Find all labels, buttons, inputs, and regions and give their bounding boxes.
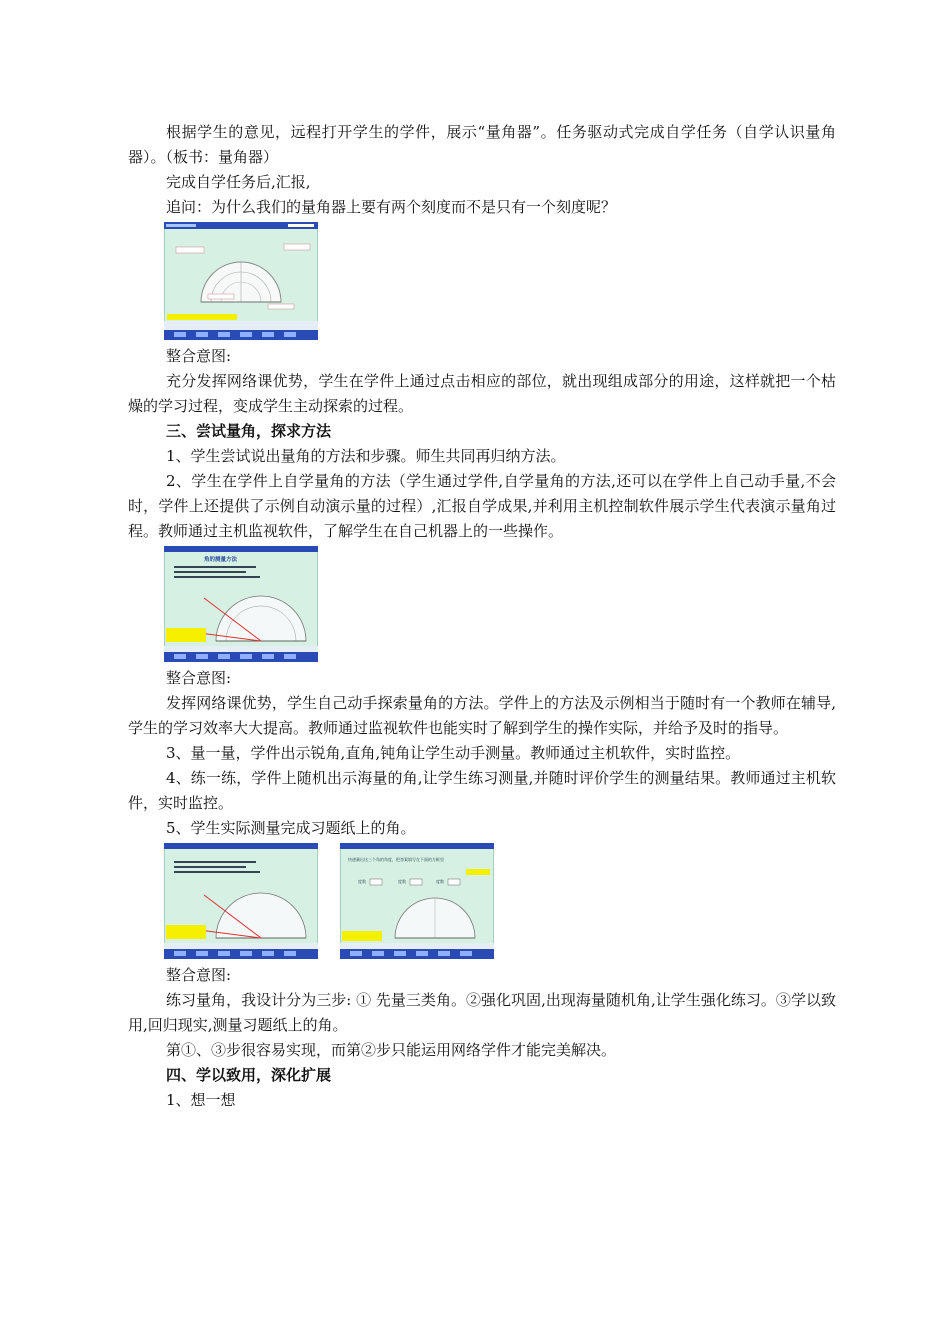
paragraph: 1、想一想 bbox=[166, 1091, 236, 1109]
paragraph: 练习量角，我设计分为三步: ① 先量三类角。②强化巩固,出现海量随机角,让学生强化练习。③学以致用,回归现实,测量习题纸上的角。 bbox=[128, 991, 836, 1034]
degree-label: 度数 bbox=[398, 879, 406, 884]
paragraph: 3、量一量，学件出示锐角,直角,钝角让学生动手测量。教师通过主机软件，实时监控。 bbox=[166, 744, 741, 762]
degree-label: 度数 bbox=[436, 879, 444, 884]
screen-prompt: 快速量出这三个角的角度，把答案填写在下面的方框里 bbox=[348, 857, 444, 862]
courseware-screenshot-pair bbox=[164, 843, 836, 959]
screen-title: 角的测量方法 bbox=[204, 557, 238, 563]
paragraph: 根据学生的意见，远程打开学生的学件，展示“量角器”。任务驱动式完成自学任务（自学认识量角器）。（板书：量角器） bbox=[128, 123, 836, 166]
paragraph: 2、学生在学件上自学量角的方法（学生通过学件,自学量角的方法,还可以在学件上自己动手量,不会时，学件上还提供了示例自动演示量的过程）,汇报自学成果,并利用主机控制软件展示学生代表演示量角过程。教师通过主机监视软件，了解学生在自己机器上的一些操作。 bbox=[128, 472, 836, 540]
section-heading: 四、学以致用，深化扩展 bbox=[166, 1066, 332, 1084]
paragraph: 整合意图: bbox=[166, 347, 232, 365]
paragraph: 第①、③步很容易实现，而第②步只能运用网络学件才能完美解决。 bbox=[166, 1041, 617, 1059]
section-heading: 三、尝试量角，探求方法 bbox=[166, 422, 332, 440]
paragraph: 4、练一练，学件上随机出示海量的角,让学生练习测量,并随时评价学生的测量结果。教师通过主机软件，实时监控。 bbox=[128, 769, 836, 812]
paragraph: 发挥网络课优势，学生自己动手探索量角的方法。学件上的方法及示例相当于随时有一个教师在辅导,学生的学习效率大大提高。教师通过监视软件也能实时了解到学生的操作实际，并给予及时的指导。 bbox=[128, 694, 836, 737]
courseware-screenshot-practice bbox=[340, 843, 494, 959]
paragraph: 整合意图: bbox=[166, 966, 232, 984]
document-body bbox=[128, 120, 836, 1113]
courseware-screenshot-protractor bbox=[164, 222, 836, 340]
paragraph: 1、学生尝试说出量角的方法和步骤。师生共同再归纳方法。 bbox=[166, 447, 566, 465]
paragraph: 充分发挥网络课优势，学生在学件上通过点击相应的部位，就出现组成部分的用途，这样就把一个枯燥的学习过程，变成学生主动探索的过程。 bbox=[128, 372, 836, 415]
courseware-screenshot-measuring-method bbox=[164, 546, 836, 662]
paragraph: 追问：为什么我们的量角器上要有两个刻度而不是只有一个刻度呢？ bbox=[166, 198, 617, 216]
courseware-screenshot-method-repeat bbox=[164, 843, 318, 959]
paragraph: 完成自学任务后,汇报, bbox=[166, 173, 311, 191]
paragraph: 5、学生实际测量完成习题纸上的角。 bbox=[166, 819, 416, 837]
paragraph: 整合意图: bbox=[166, 669, 232, 687]
degree-label: 度数 bbox=[358, 879, 366, 884]
